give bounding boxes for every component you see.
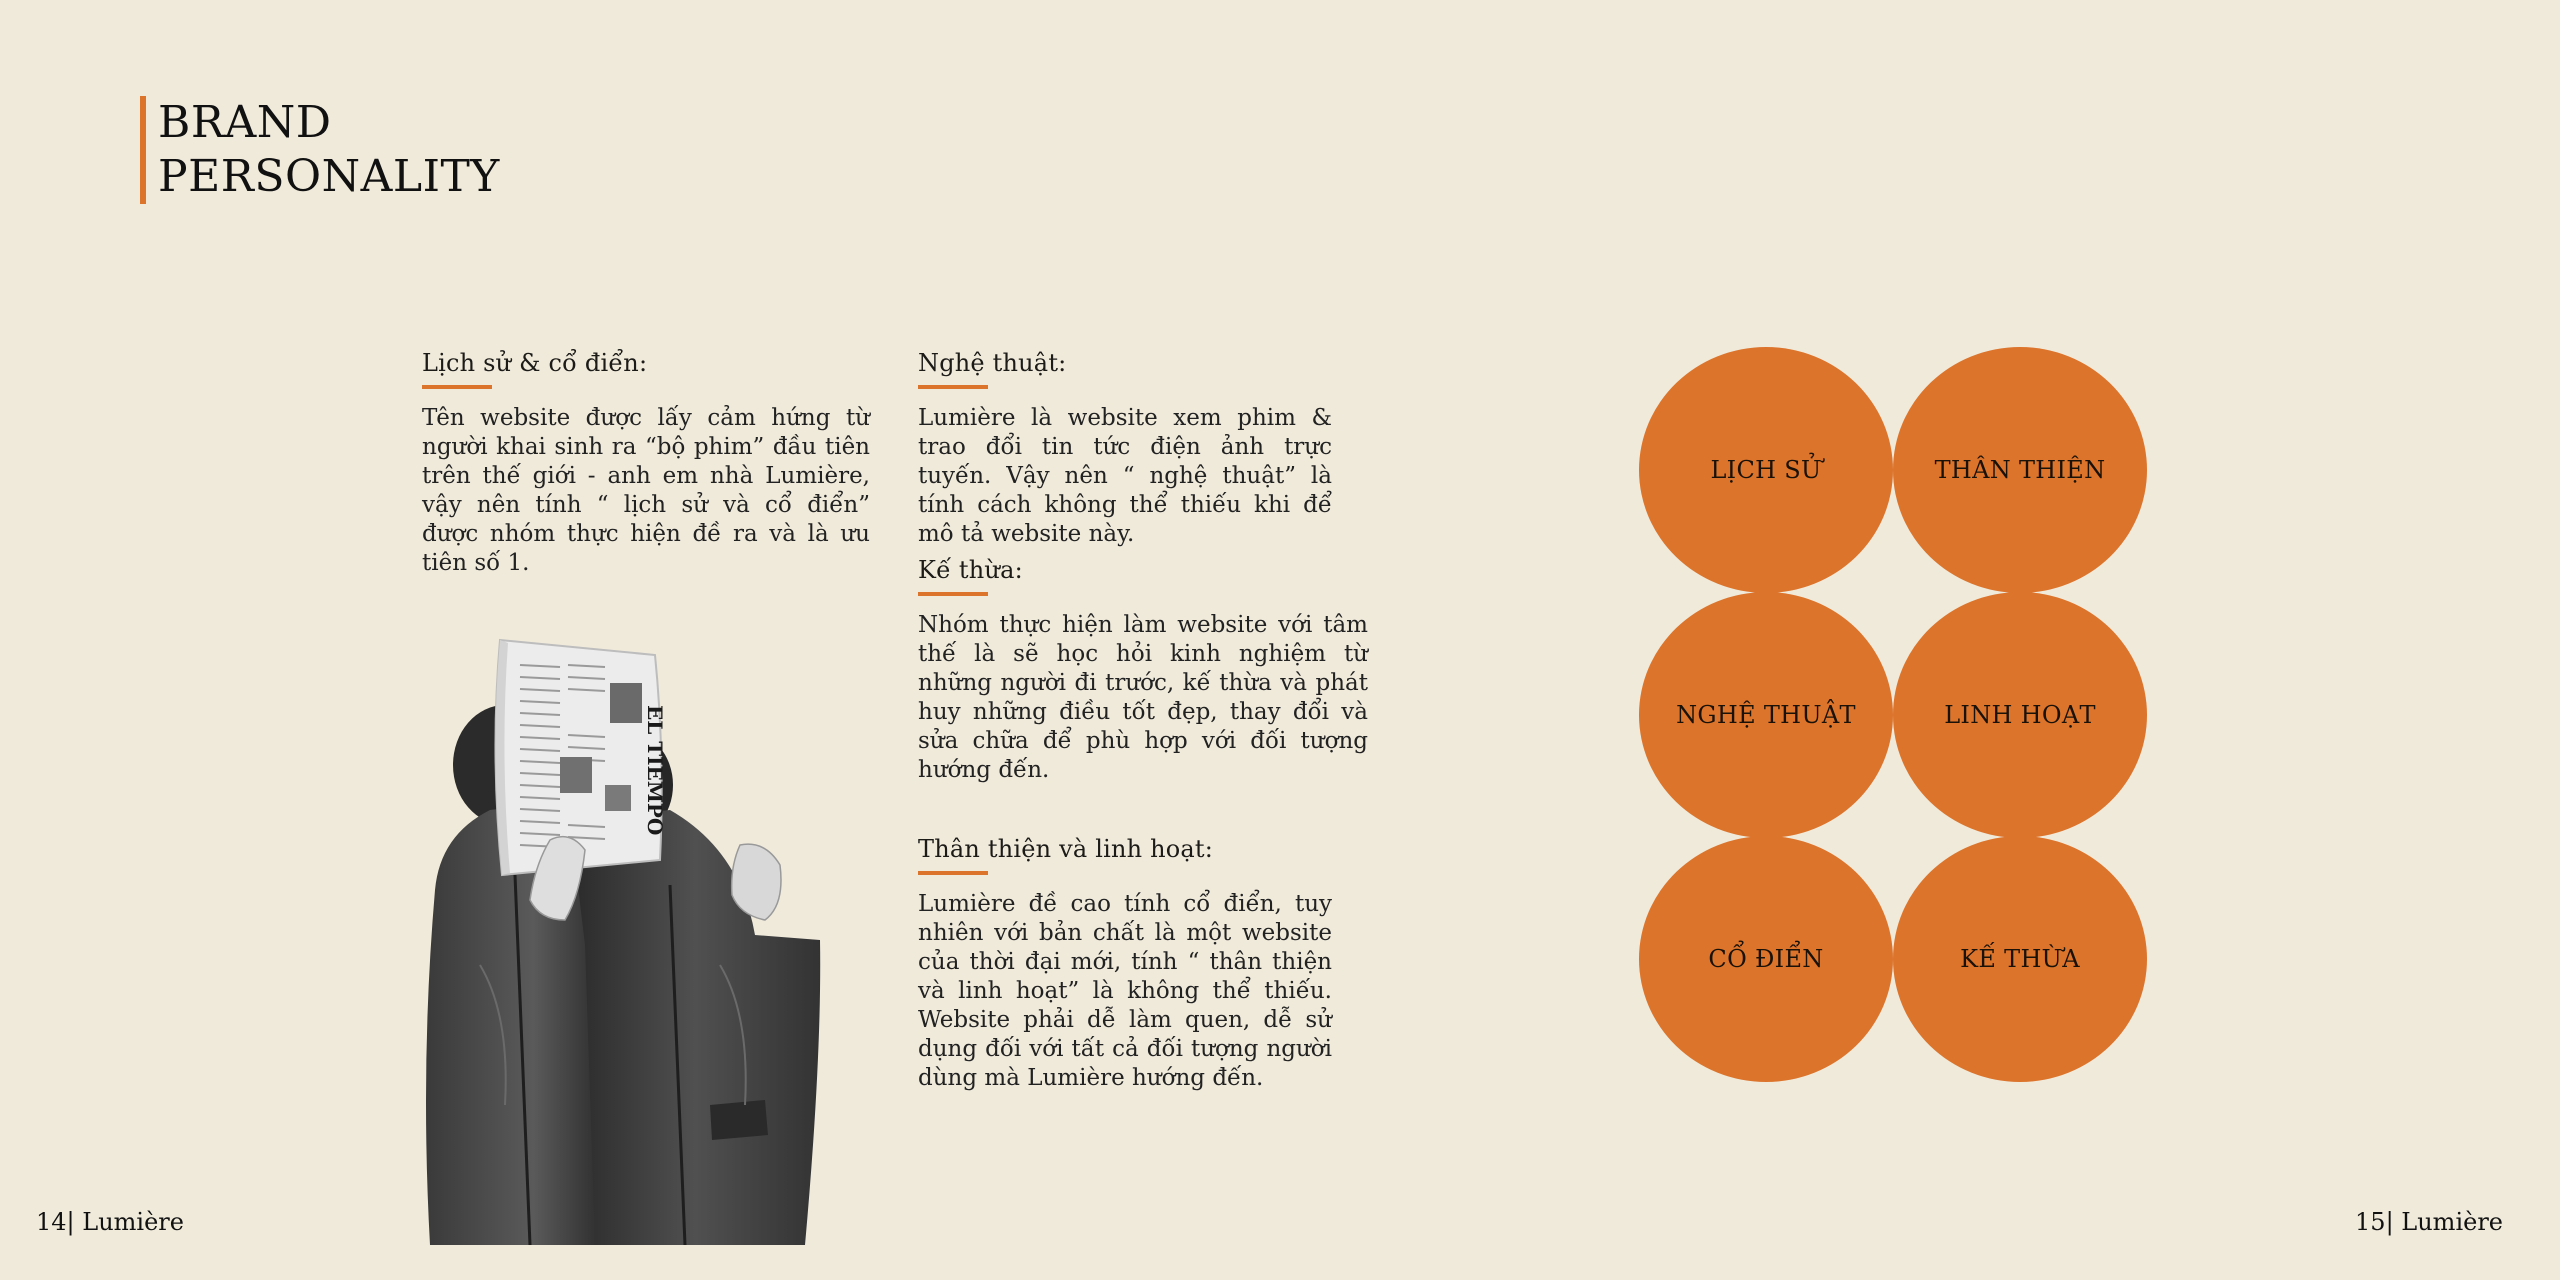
trait-label: KẾ THỪA	[1960, 945, 2080, 973]
heading-underline	[918, 871, 988, 875]
heading-underline	[422, 385, 492, 389]
section-heading: Nghệ thuật:	[918, 349, 1067, 377]
section-inherit	[918, 555, 1368, 785]
trait-circle-history	[1639, 347, 1893, 593]
section-body: Lumière là website xem phim & trao đổi tin tức điện ảnh trực tuyến. Vậy nên “ nghệ thuật” là tính cách không thể thiếu khi để mô tả website này.	[918, 405, 1332, 547]
trait-circle-classic	[1639, 836, 1893, 1082]
heading-underline	[918, 385, 988, 389]
trait-circle-inherit	[1893, 836, 2147, 1082]
section-heading: Thân thiện và linh hoạt:	[918, 835, 1214, 863]
section-heading: Kế thừa:	[918, 556, 1023, 584]
heading-underline	[918, 592, 988, 596]
section-body: Tên website được lấy cảm hứng từ người khai sinh ra “bộ phim” đầu tiên trên thế giới - anh em nhà Lumière, vậy nên tính “ lịch sử và cổ điển” được nhóm thực hiện đề ra và là ưu tiên số 1.	[422, 405, 870, 576]
section-heading: Lịch sử & cổ điển:	[422, 349, 648, 377]
page-number-right: 15| Lumière	[2355, 1208, 2503, 1236]
trait-circle-flexible	[1893, 592, 2147, 838]
newspaper-reader-photo	[420, 635, 830, 1245]
section-friendly	[918, 834, 1332, 1093]
trait-label: NGHỆ THUẬT	[1676, 701, 1856, 729]
trait-label: CỔ ĐIỂN	[1708, 945, 1824, 973]
trait-label: LỊCH SỬ	[1710, 456, 1822, 484]
trait-circle-friendly	[1893, 347, 2147, 593]
trait-label: LINH HOẠT	[1944, 701, 2096, 729]
trait-label: THÂN THIỆN	[1934, 456, 2106, 484]
section-history	[422, 348, 870, 578]
section-body: Nhóm thực hiện làm website với tâm thế là sẽ học hỏi kinh nghiệm từ những người đi trước, kế thừa và phát huy những điều tốt đẹp, thay đổi và sửa chữa để phù hợp với đối tượng hướng đến.	[918, 612, 1368, 783]
section-body: Lumière đề cao tính cổ điển, tuy nhiên với bản chất là một website của thời đại mới, tính “ thân thiện và linh hoạt” là không thể thiếu. Website phải dễ làm quen, dễ sử dụng đối với tất cả đối tượng người dùng mà Lumière hướng đến.	[918, 891, 1332, 1091]
title-line-2: PERSONALITY	[158, 151, 500, 202]
page-title	[140, 96, 500, 204]
page-number-left: 14| Lumière	[36, 1208, 184, 1236]
trait-circle-art	[1639, 592, 1893, 838]
title-line-1: BRAND	[158, 97, 332, 148]
newspaper-masthead: EL TIEMPO	[643, 705, 667, 836]
section-art	[918, 348, 1332, 549]
